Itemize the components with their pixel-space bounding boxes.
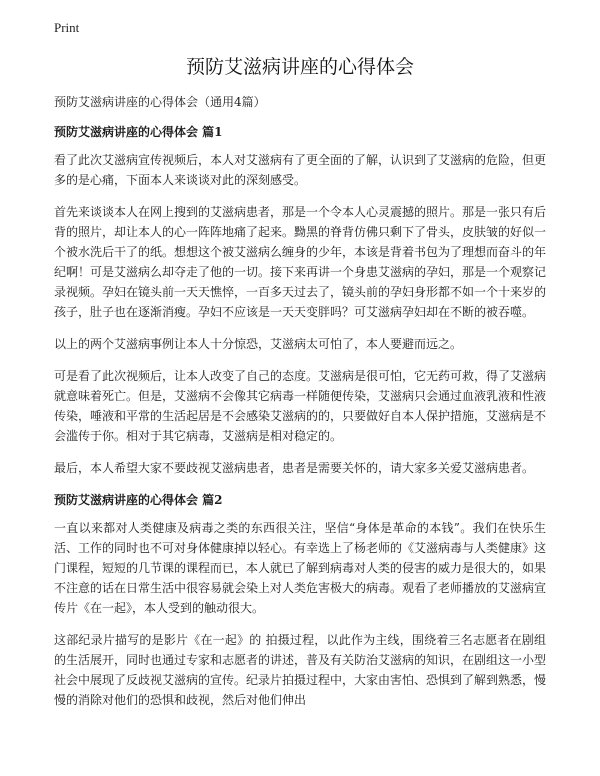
paragraph: 以上的两个艾滋病事例让本人十分惊恐，艾滋病太可怕了，本人要避而远之。: [54, 337, 463, 351]
paragraph: 一直以来都对人类健康及病毒之类的东西很关注，坚信“身体是革命的本钱”。我们在快乐生活、工作的同时也不可对身体健康掉以轻心。有幸选上了杨老师的《艾滋病毒与人类健康》这门课程，短短的几节课的课程而已，本人就已了解到病毒对人类的侵害的威力是很大的，如果不注意的话在日常生活中很容易就会染上对人类危害极大的病毒。观看了老师播放的艾滋病宣传片《在一起》，本人受到的触动很大。: [54, 521, 547, 615]
section-heading-1: 预防艾滋病讲座的心得体会 篇1: [54, 125, 223, 139]
page-title: 预防艾滋病讲座的心得体会: [185, 56, 414, 78]
paragraph: 最后，本人希望大家不要歧视艾滋病患者，患者是需要关怀的，请大家多关爱艾滋病患者。: [54, 461, 535, 475]
paragraph: 看了此次艾滋病宣传视频后，本人对艾滋病有了更全面的了解，认识到了艾滋病的危险，但更多的是心痛，下面本人来谈谈对此的深刻感受。: [54, 153, 547, 187]
print-link[interactable]: Print: [54, 20, 80, 35]
document-subtitle: 预防艾滋病讲座的心得体会（通用4篇）: [54, 95, 266, 109]
paragraph: 这部纪录片描写的是影片《在一起》的 拍摄过程，以此作为主线，围绕着三名志愿者在剧组的生活展开，同时也通过专家和志愿者的讲述，普及有关防治艾滋病的知识，在剧组这一小型社会中展现了反歧视艾滋病的宣传。纪录片拍摄过程中，大家由害怕、恐惧到了解到熟悉，慢慢的消除对他们的恐惧和歧视，然后对他们伸出: [54, 633, 547, 707]
section-heading-2: 预防艾滋病讲座的心得体会 篇2: [54, 493, 223, 507]
document-body: [54, 92, 546, 722]
paragraph: 可是看了此次视频后，让本人改变了自己的态度。艾滋病是很可怕，它无药可救，得了艾滋病就意味着死亡。但是，艾滋病不会像其它病毒一样随便传染，艾滋病只会通过血液乳液和性液传染，唾液和平常的生活起居是不会感染艾滋病的的，只要做好自本人保护措施，艾滋病是不会滥传于你。相对于其它病毒，艾滋病是相对稳定的。: [54, 369, 547, 443]
paragraph: 首先来谈谈本人在网上搜到的艾滋病患者，那是一个令本人心灵震撼的照片。那是一张只有后背的照片，却让本人的心一阵阵地痛了起来。黝黑的脊背仿佛只剩下了骨头，皮肤皱的好似一个被水洗后干了的纸。想想这个被艾滋病么缠身的少年，本该是背着书包为了理想而奋斗的年纪啊！可是艾滋病么却夺走了他的一切。接下来再讲一个身患艾滋病的孕妇，那是一个观察记录视频。孕妇在镜头前一天天憔悴，一百多天过去了，镜头前的孕妇身形都不如一个十来岁的孩子，肚子也在逐渐消瘦。孕妇不应该是一天天变胖吗？可艾滋病孕妇却在不断的被吞噬。: [54, 205, 547, 319]
